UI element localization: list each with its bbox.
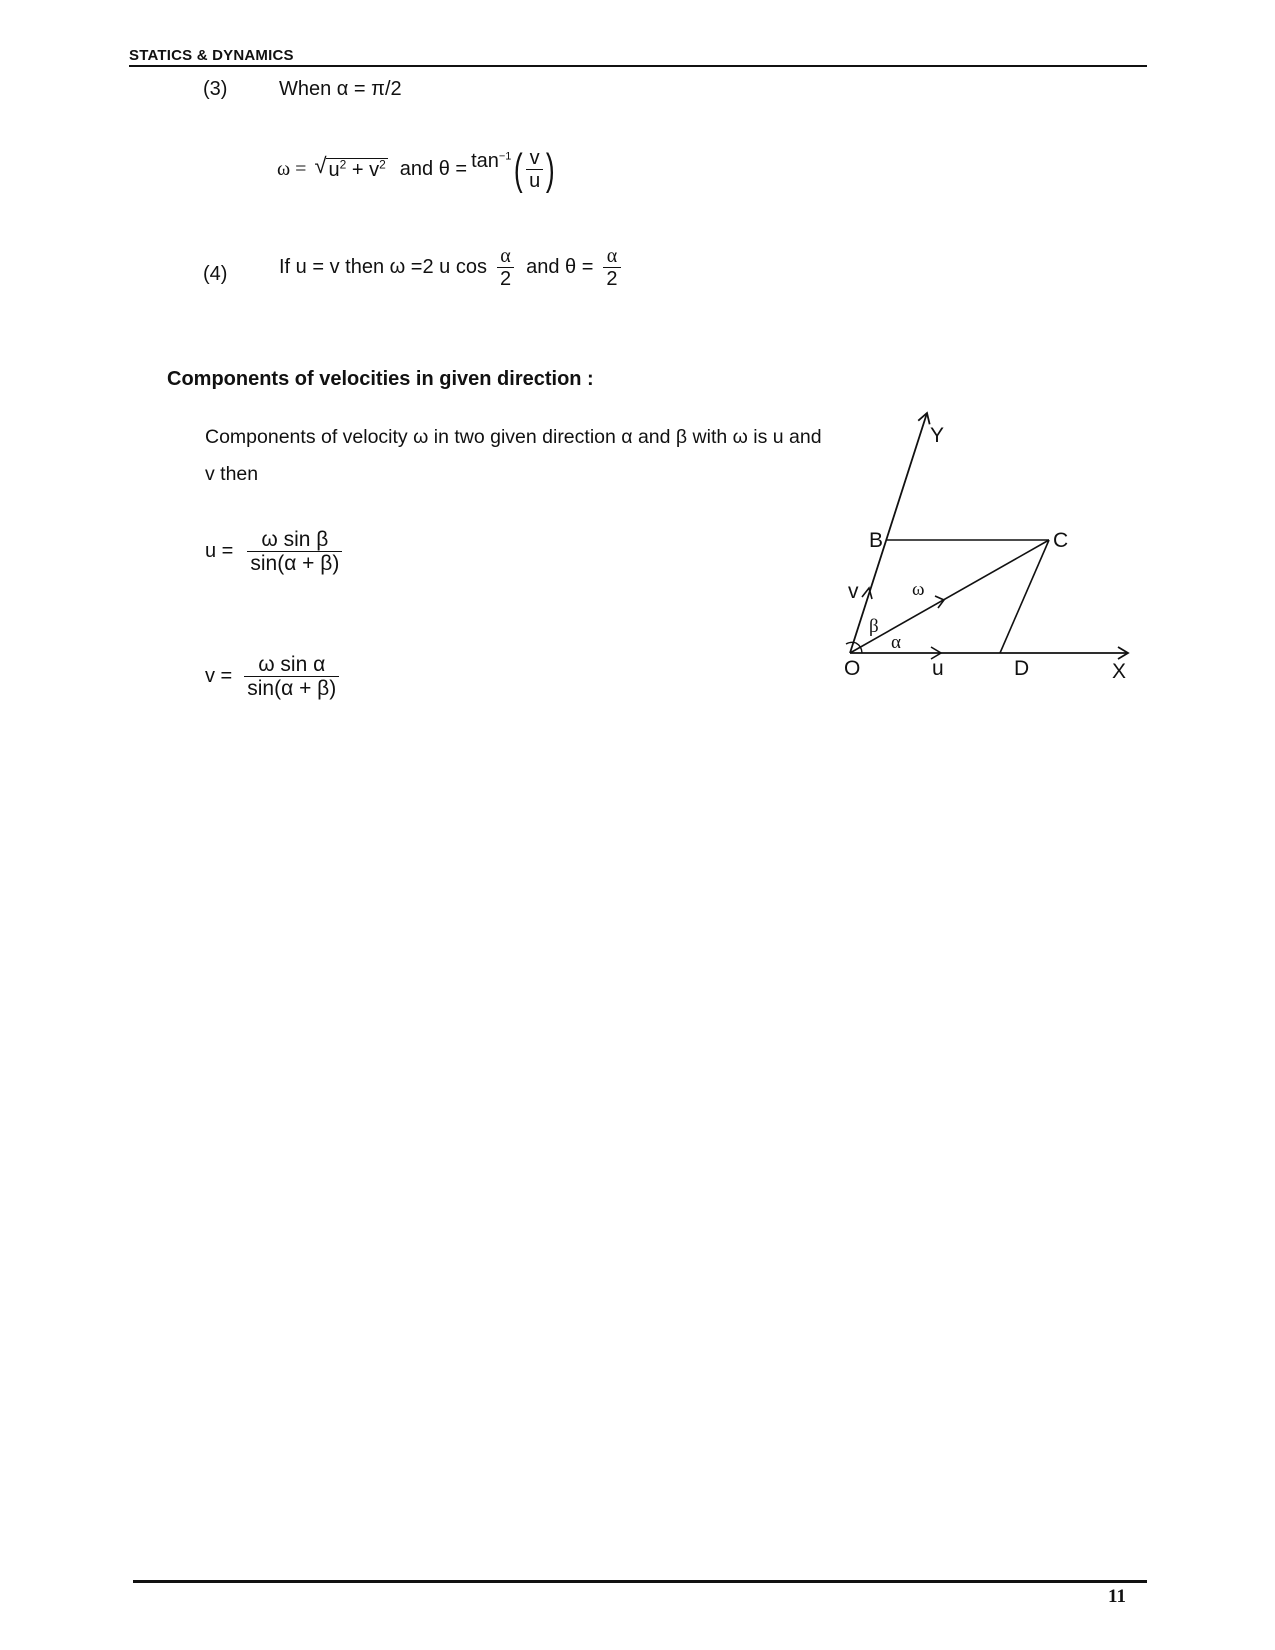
radical-sign-icon: √ [314, 153, 327, 179]
u-fraction: $\frac{\text{ω sin β}}{\sin(\alpha + \beta)}$ [247, 528, 342, 576]
header-rule [129, 65, 1147, 67]
page-number: 11 [1108, 1586, 1126, 1607]
and-theta-2: and θ = [526, 256, 594, 279]
label-beta: β [869, 616, 879, 637]
and-theta: and θ = [399, 158, 468, 181]
label-c: C [1053, 529, 1069, 552]
section-paragraph: Components of velocity ω in two given direction α and β with ω is u and v then [205, 426, 822, 485]
label-v: v [848, 580, 859, 603]
label-y: Y [930, 424, 945, 447]
tan-fraction: $\frac{v}{u}$ [526, 147, 543, 192]
theta-fraction: $\frac{\alpha}{2}$ [603, 245, 620, 290]
label-omega: ω [912, 579, 925, 600]
label-u: u [932, 657, 944, 680]
right-paren: ) [546, 144, 555, 194]
label-d: D [1014, 657, 1030, 680]
u-formula: u = $\frac{\text{ω sin β}}{\sin(\alpha + \beta)}$ [205, 528, 346, 576]
y-axis-line [850, 413, 927, 653]
item-4-formula [279, 245, 625, 290]
item-3-formula [277, 144, 558, 194]
sqrt-expression [314, 153, 387, 182]
velocity-parallelogram-diagram [800, 390, 1150, 690]
item-4-text: If u = v then ω =2 u cos [279, 256, 487, 279]
label-alpha: α [891, 632, 901, 653]
cd-line [1000, 540, 1049, 653]
oc-resultant-line [850, 540, 1049, 653]
item-4-number: (4) [203, 263, 228, 285]
section-heading: Components of velocities in given direction : [167, 368, 594, 390]
v-formula: v = $\frac{\text{ω sin α}}{\sin(\alpha + \beta)}$ [205, 653, 343, 701]
label-x: X [1112, 660, 1127, 683]
label-o: O [844, 657, 861, 680]
label-b: B [869, 529, 884, 552]
tan-inverse: $\tan^{-1}$ [471, 150, 512, 173]
running-header: STATICS & DYNAMICS [129, 47, 294, 64]
v-fraction: $\frac{\text{ω sin α}}{\sin(\alpha + \beta)}$ [244, 653, 339, 701]
item-3-number: (3) [203, 78, 228, 100]
left-paren: ( [514, 144, 524, 194]
footer-rule [133, 1580, 1147, 1583]
cos-fraction: $\frac{\alpha}{2}$ [497, 245, 514, 290]
omega-lhs: ω = [277, 158, 307, 181]
item-3-condition: When α = π/2 [279, 78, 402, 100]
radicand: $u^2 + v^2$ [328, 157, 386, 182]
